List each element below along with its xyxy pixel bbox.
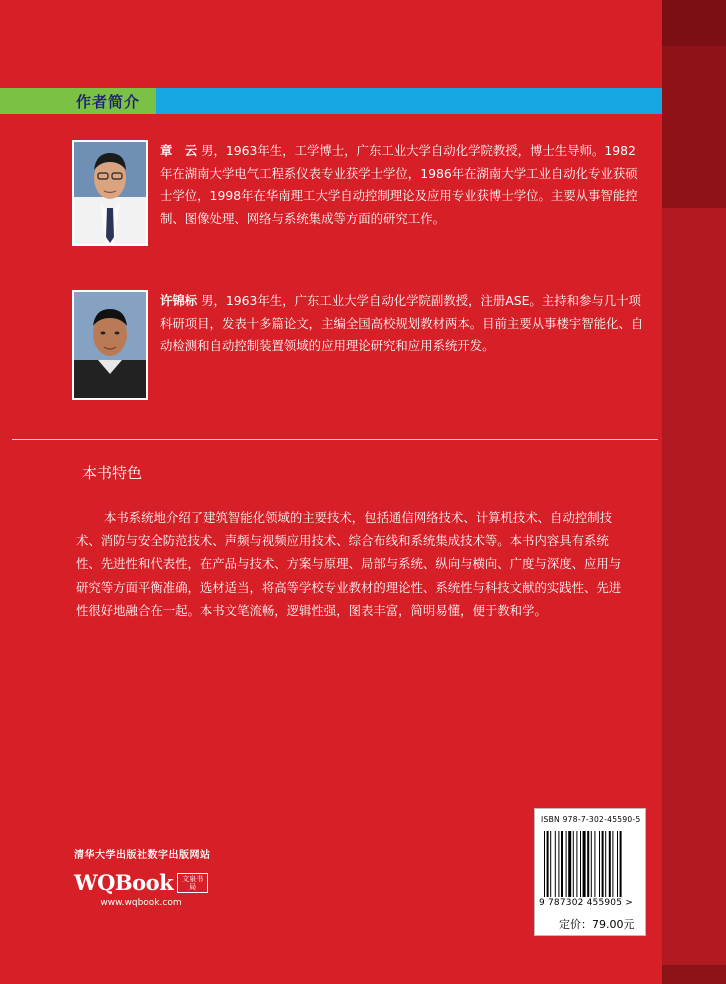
publisher-logo-badge: 文泉书局: [177, 873, 208, 893]
publisher-url: www.wqbook.com: [100, 898, 182, 908]
isbn-barcode-box: [534, 808, 646, 936]
author-bio-text-1: 男，1963年生，工学博士，广东工业大学自动化学院教授，博士生导师。1982年在湖南大学电气工程系仪表专业获学士学位，1986年在湖南大学工业自动化专业获硕士学位，1998年在华南理工大学自动控制理论及应用专业获博士学位。主要从事智能控制、图像处理、网络与系统集成等方面的研究工作。: [160, 143, 638, 226]
section-title-authors: 作者简介: [76, 93, 141, 111]
publisher-logo: [74, 870, 208, 895]
header-blue-block: [156, 88, 662, 114]
features-title: 本书特色: [82, 464, 143, 482]
author-photo-2: [72, 290, 148, 400]
price-label: 定价：79.00元: [559, 918, 635, 931]
author-name-2: 许锦标: [160, 293, 198, 308]
author-photo-1: [72, 140, 148, 246]
author-name-1: 章 云: [160, 143, 198, 158]
publisher-name: 清华大学出版社数字出版网站: [74, 850, 211, 861]
spine-top-band: [662, 0, 726, 46]
section-divider: [12, 439, 658, 440]
author-bio-2: [160, 290, 646, 358]
features-text: 本书系统地介绍了建筑智能化领域的主要技术，包括通信网络技术、计算机技术、自动控制技术、消防与安全防范技术、声频与视频应用技术、综合布线和系统集成技术等。本书内容具有系统性、先进性和代表性，在产品与技术、方案与原理、局部与系统、纵向与横向、广度与深度、应用与研究等方面平衡准确，选材适当，将高等学校专业教材的理论性、系统性与科技文献的实践性、先进性很好地融合在一起。本书文笔流畅，逻辑性强，图表丰富，简明易懂，便于教和学。: [76, 510, 622, 618]
publisher-block: [74, 846, 211, 908]
barcode-digits: 9 787302 455905 >: [539, 898, 633, 908]
spine-bottom-band: [662, 965, 726, 984]
isbn-text: ISBN 978-7-302-45590-5: [541, 815, 641, 824]
publisher-logo-text: WQBook: [74, 870, 174, 895]
barcode-icon: [543, 831, 637, 897]
author-bio-text-2: 男，1963年生，广东工业大学自动化学院副教授，注册ASE。主持和参与几十项科研项目，发表十多篇论文，主编全国高校规划教材两本。目前主要从事楼宇智能化、自动检测和自动控制装置领域的应用理论研究和应用系统开发。: [160, 293, 644, 353]
section-header-bar: [0, 88, 662, 114]
spine-middle-band: [662, 208, 726, 968]
author-bio-1: [160, 140, 646, 230]
